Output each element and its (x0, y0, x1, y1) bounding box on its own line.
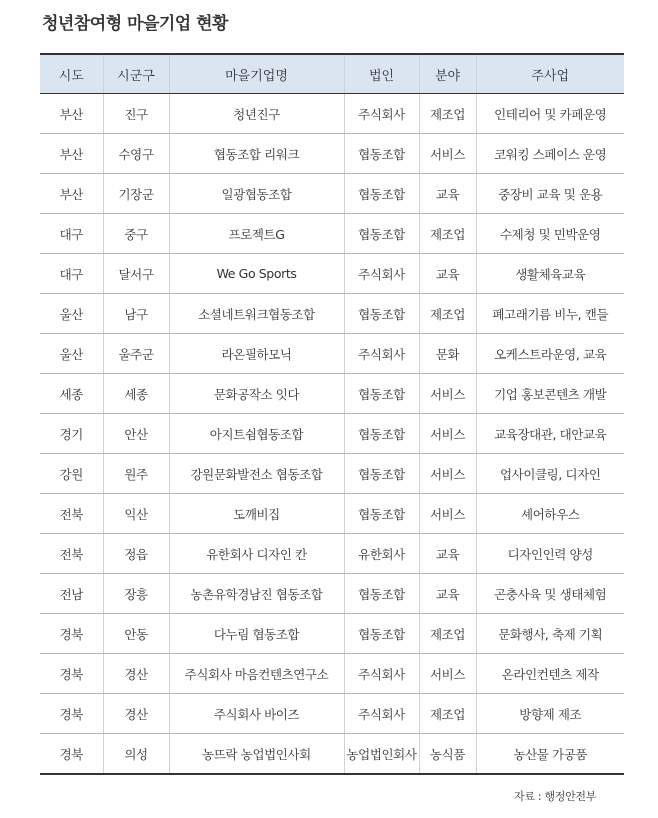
cell-sido: 경기 (40, 414, 103, 454)
table-row (40, 254, 624, 294)
cell-sigungu: 안동 (103, 614, 169, 654)
cell-enterprise-name: 일광협동조합 (169, 174, 344, 214)
cell-field: 서비스 (419, 494, 476, 534)
cell-enterprise-name: 청년진구 (169, 94, 344, 134)
cell-enterprise-name: 협동조합 리워크 (169, 134, 344, 174)
cell-sido: 울산 (40, 334, 103, 374)
cell-sigungu: 경산 (103, 694, 169, 734)
table-row (40, 694, 624, 734)
cell-main-business: 업사이클링, 디자인 (476, 454, 624, 494)
table-row (40, 134, 624, 174)
cell-sido: 경북 (40, 694, 103, 734)
cell-corporation: 협동조합 (344, 294, 419, 334)
cell-sido: 경북 (40, 734, 103, 775)
cell-main-business: 농산물 가공품 (476, 734, 624, 775)
cell-enterprise-name: 유한회사 디자인 칸 (169, 534, 344, 574)
table-row (40, 574, 624, 614)
cell-main-business: 인테리어 및 카페운영 (476, 94, 624, 134)
cell-sigungu: 정읍 (103, 534, 169, 574)
cell-enterprise-name: 농뜨락 농업법인사회 (169, 734, 344, 775)
cell-sido: 대구 (40, 254, 103, 294)
cell-corporation: 주식회사 (344, 94, 419, 134)
cell-enterprise-name: 아지트쉼협동조합 (169, 414, 344, 454)
header-enterprise-name: 마을기업명 (169, 54, 344, 94)
cell-sido: 경북 (40, 614, 103, 654)
cell-corporation: 협동조합 (344, 574, 419, 614)
table-row (40, 654, 624, 694)
cell-sido: 전북 (40, 534, 103, 574)
cell-sido: 전북 (40, 494, 103, 534)
table-header-row (40, 54, 624, 94)
cell-corporation: 협동조합 (344, 414, 419, 454)
cell-enterprise-name: We Go Sports (169, 254, 344, 294)
table-row (40, 294, 624, 334)
cell-field: 교육 (419, 534, 476, 574)
cell-enterprise-name: 강원문화발전소 협동조합 (169, 454, 344, 494)
cell-sigungu: 익산 (103, 494, 169, 534)
cell-field: 교육 (419, 574, 476, 614)
cell-field: 제조업 (419, 694, 476, 734)
cell-field: 서비스 (419, 134, 476, 174)
cell-main-business: 오케스트라운영, 교육 (476, 334, 624, 374)
cell-main-business: 방향제 제조 (476, 694, 624, 734)
cell-field: 제조업 (419, 94, 476, 134)
cell-main-business: 폐고래기름 비누, 캔들 (476, 294, 624, 334)
cell-field: 서비스 (419, 454, 476, 494)
cell-field: 서비스 (419, 654, 476, 694)
cell-sido: 울산 (40, 294, 103, 334)
cell-corporation: 협동조합 (344, 134, 419, 174)
cell-enterprise-name: 주식회사 마음컨텐츠연구소 (169, 654, 344, 694)
table-row (40, 734, 624, 775)
table-row (40, 494, 624, 534)
cell-main-business: 셰어하우스 (476, 494, 624, 534)
cell-corporation: 유한회사 (344, 534, 419, 574)
cell-sido: 부산 (40, 134, 103, 174)
cell-main-business: 문화행사, 축제 기획 (476, 614, 624, 654)
table-row (40, 334, 624, 374)
cell-corporation: 주식회사 (344, 694, 419, 734)
cell-sigungu: 중구 (103, 214, 169, 254)
cell-sigungu: 장흥 (103, 574, 169, 614)
cell-corporation: 주식회사 (344, 254, 419, 294)
cell-enterprise-name: 다누림 협동조합 (169, 614, 344, 654)
cell-field: 서비스 (419, 374, 476, 414)
cell-main-business: 교육장대관, 대안교육 (476, 414, 624, 454)
cell-corporation: 협동조합 (344, 454, 419, 494)
cell-sido: 부산 (40, 174, 103, 214)
cell-field: 문화 (419, 334, 476, 374)
cell-sigungu: 기장군 (103, 174, 169, 214)
table-row (40, 374, 624, 414)
table-row (40, 174, 624, 214)
cell-sigungu: 울주군 (103, 334, 169, 374)
cell-sido: 세종 (40, 374, 103, 414)
cell-field: 농식품 (419, 734, 476, 775)
cell-sigungu: 남구 (103, 294, 169, 334)
cell-field: 제조업 (419, 614, 476, 654)
header-corporation: 법인 (344, 54, 419, 94)
cell-enterprise-name: 도깨비집 (169, 494, 344, 534)
cell-sigungu: 안산 (103, 414, 169, 454)
cell-main-business: 곤충사육 및 생태체험 (476, 574, 624, 614)
table-row (40, 214, 624, 254)
source-note: 자료 : 행정안전부 (514, 790, 597, 803)
cell-corporation: 농업법인회사 (344, 734, 419, 775)
cell-enterprise-name: 라온필하모닉 (169, 334, 344, 374)
cell-sigungu: 원주 (103, 454, 169, 494)
cell-main-business: 기업 홍보콘텐츠 개발 (476, 374, 624, 414)
page-title: 청년참여형 마을기업 현황 (42, 14, 228, 34)
table-body (40, 94, 624, 775)
cell-field: 서비스 (419, 414, 476, 454)
cell-enterprise-name: 프로젝트G (169, 214, 344, 254)
cell-corporation: 주식회사 (344, 654, 419, 694)
cell-enterprise-name: 주식회사 바이즈 (169, 694, 344, 734)
cell-corporation: 협동조합 (344, 374, 419, 414)
cell-sigungu: 진구 (103, 94, 169, 134)
table-row (40, 614, 624, 654)
cell-corporation: 주식회사 (344, 334, 419, 374)
cell-field: 제조업 (419, 214, 476, 254)
cell-sido: 대구 (40, 214, 103, 254)
cell-sigungu: 의성 (103, 734, 169, 775)
cell-main-business: 중장비 교육 및 운용 (476, 174, 624, 214)
cell-corporation: 협동조합 (344, 214, 419, 254)
cell-sido: 경북 (40, 654, 103, 694)
header-field: 분야 (419, 54, 476, 94)
cell-field: 교육 (419, 254, 476, 294)
cell-sigungu: 세종 (103, 374, 169, 414)
cell-sido: 강원 (40, 454, 103, 494)
cell-corporation: 협동조합 (344, 614, 419, 654)
cell-main-business: 생활체육교육 (476, 254, 624, 294)
cell-main-business: 디자인인력 양성 (476, 534, 624, 574)
cell-field: 교육 (419, 174, 476, 214)
table-row (40, 94, 624, 134)
cell-corporation: 협동조합 (344, 174, 419, 214)
cell-enterprise-name: 농촌유학경남진 협동조합 (169, 574, 344, 614)
village-enterprise-table (40, 53, 624, 775)
cell-enterprise-name: 소셜네트워크협동조합 (169, 294, 344, 334)
header-sido: 시도 (40, 54, 103, 94)
cell-sigungu: 달서구 (103, 254, 169, 294)
cell-main-business: 코워킹 스페이스 운영 (476, 134, 624, 174)
table-row (40, 534, 624, 574)
table-row (40, 414, 624, 454)
cell-corporation: 협동조합 (344, 494, 419, 534)
header-sigungu: 시군구 (103, 54, 169, 94)
header-main-business: 주사업 (476, 54, 624, 94)
cell-sido: 전남 (40, 574, 103, 614)
cell-sigungu: 수영구 (103, 134, 169, 174)
cell-main-business: 온라인컨텐츠 제작 (476, 654, 624, 694)
cell-sido: 부산 (40, 94, 103, 134)
cell-main-business: 수제청 및 민박운영 (476, 214, 624, 254)
table-row (40, 454, 624, 494)
cell-enterprise-name: 문화공작소 잇다 (169, 374, 344, 414)
cell-sigungu: 경산 (103, 654, 169, 694)
cell-field: 제조업 (419, 294, 476, 334)
